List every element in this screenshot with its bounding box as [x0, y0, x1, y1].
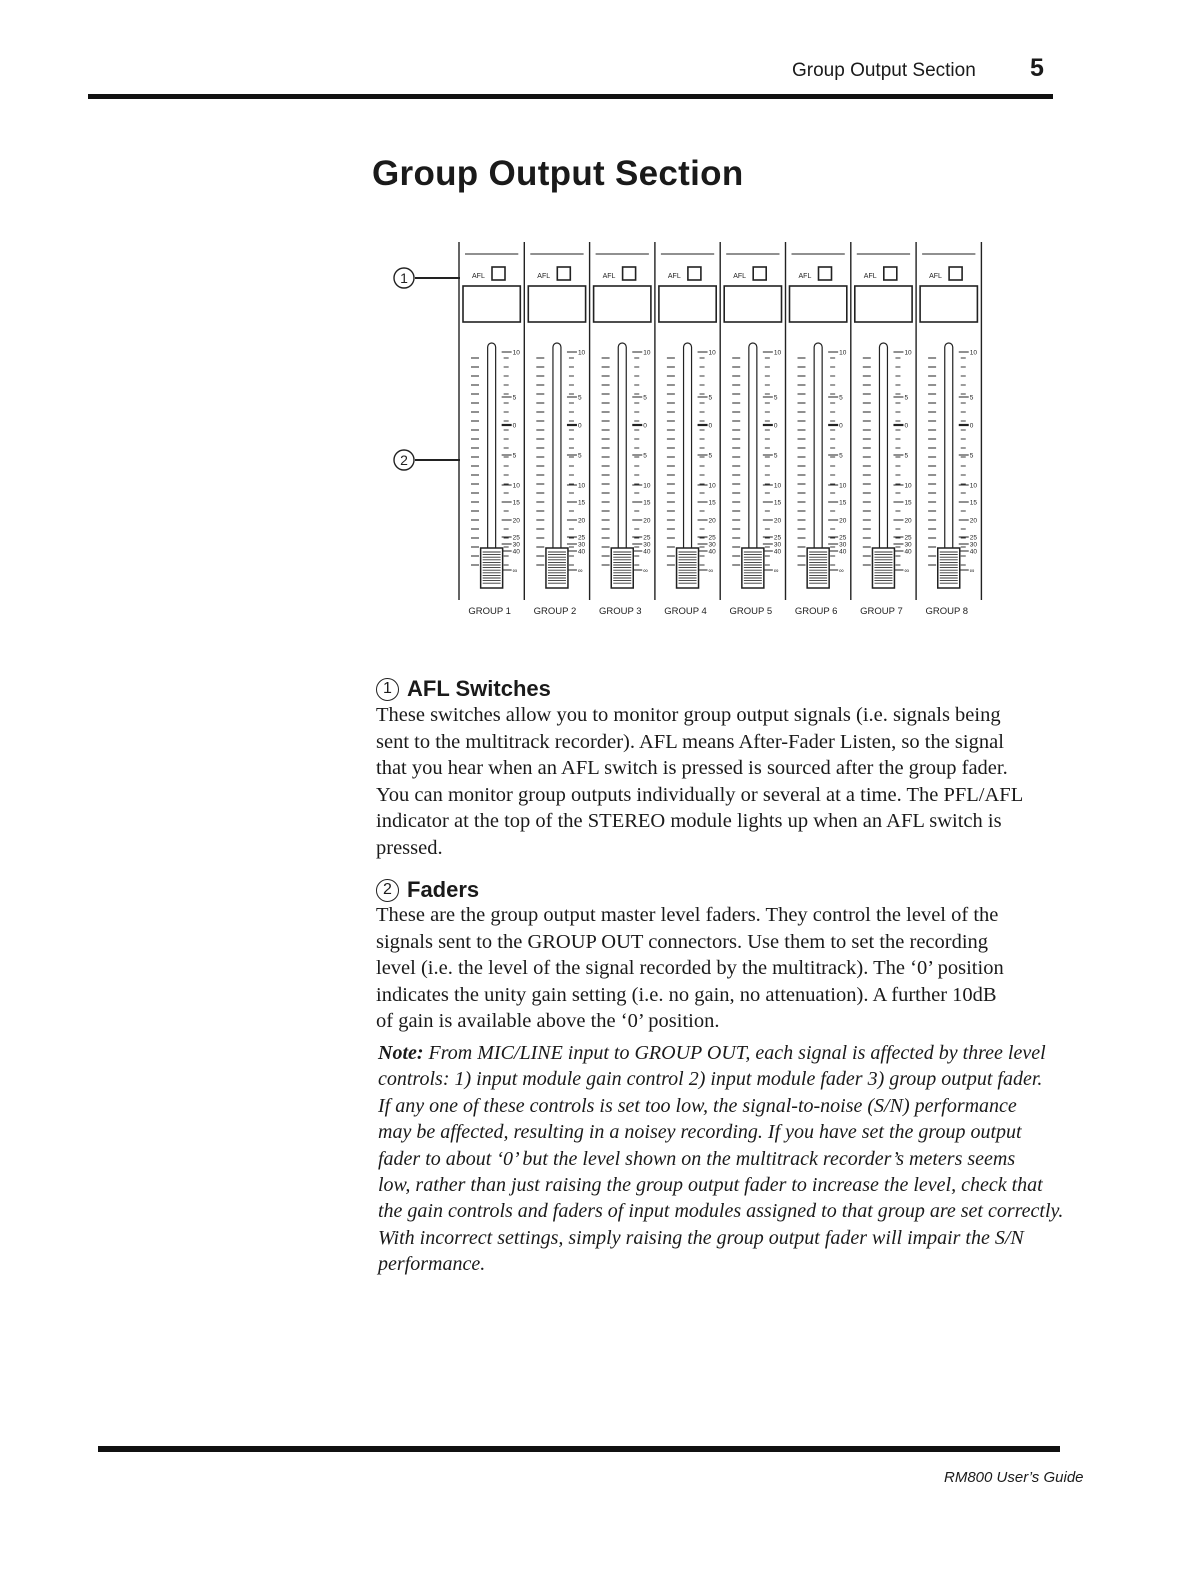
- scale-label: 25: [708, 534, 716, 542]
- scale-label: 20: [708, 517, 716, 525]
- scale-label: 25: [773, 534, 782, 542]
- scale-label: 10: [773, 349, 782, 357]
- scale-label: 5: [577, 394, 582, 402]
- scale-label: 5: [643, 452, 647, 460]
- fader-slot: [488, 343, 496, 575]
- scale-label: 10: [643, 349, 651, 357]
- scale-label: 10: [969, 349, 977, 357]
- scale-label: 15: [773, 499, 782, 507]
- group-label: GROUP 8: [925, 606, 969, 617]
- scale-label: 15: [839, 499, 847, 507]
- scale-label: 0: [839, 422, 843, 430]
- channel-label-strip: [855, 286, 912, 322]
- channel-label-strip: [659, 286, 716, 322]
- scale-label: 0: [904, 422, 909, 430]
- scale-label: 10: [839, 482, 847, 490]
- scale-label: 10: [708, 349, 716, 357]
- scale-label: 15: [904, 499, 912, 507]
- channel-label-strip: [528, 286, 585, 322]
- fader-slot: [814, 343, 822, 575]
- note-line: If any one of these controls is set too low, the signal-to-noise (S/N) performance: [378, 1094, 1017, 1117]
- text-line: pressed.: [376, 836, 443, 859]
- scale-label: 40: [904, 548, 912, 556]
- scale-label: 10: [969, 482, 977, 490]
- scale-label: 20: [969, 517, 977, 525]
- scale-label: 10: [839, 349, 847, 357]
- scale-label: 0: [708, 422, 713, 430]
- scale-label: ∞: [773, 567, 779, 575]
- callout-2-icon: 2: [376, 879, 399, 902]
- scale-label: 15: [708, 499, 716, 507]
- scale-label: 0: [643, 422, 647, 430]
- scale-label: 5: [577, 452, 582, 460]
- note-line: performance.: [378, 1253, 486, 1276]
- afl-label: AFL: [798, 273, 812, 280]
- scale-label: 5: [969, 452, 974, 460]
- channel-label-strip: [790, 286, 847, 322]
- scale-label: 40: [773, 548, 782, 556]
- scale-label: 5: [512, 394, 517, 402]
- scale-label: 25: [643, 534, 651, 542]
- scale-label: 25: [969, 534, 977, 542]
- fader-slot: [879, 343, 887, 575]
- fader-slot: [553, 343, 561, 575]
- scale-label: 40: [969, 548, 977, 556]
- scale-label: 5: [708, 452, 713, 460]
- note-line: low, rather than just raising the group output fader to increase the level, check that: [378, 1174, 1043, 1197]
- callout-2-number: 2: [400, 452, 408, 468]
- note-line: fader to about ‘0’ but the level shown on the multitrack recorder’s meters seems: [378, 1147, 1016, 1170]
- footer-rule: [98, 1446, 1060, 1452]
- afl-label: AFL: [602, 273, 616, 280]
- scale-label: 10: [773, 482, 782, 490]
- group-fader-diagram: [388, 235, 998, 625]
- note-line: the gain controls and faders of input modules assigned to that group are set correctly.: [378, 1200, 1064, 1223]
- scale-label: 10: [904, 482, 912, 490]
- scale-label: 30: [969, 541, 977, 549]
- text-line: These switches allow you to monitor group output signals (i.e. signals being: [376, 704, 1001, 726]
- scale-label: ∞: [969, 567, 975, 575]
- note-first-line: [378, 1040, 1078, 1066]
- scale-label: 30: [839, 541, 847, 549]
- faders-heading: [376, 877, 479, 903]
- note-label: Note:: [378, 1042, 424, 1064]
- callout-1-number: 1: [400, 270, 408, 286]
- channel-label-strip: [920, 286, 977, 322]
- channel-label-strip: [724, 286, 781, 322]
- scale-label: 20: [512, 517, 520, 525]
- scale-label: 0: [512, 422, 517, 430]
- fader-slot: [945, 343, 953, 575]
- text-line: that you hear when an AFL switch is pressed is sourced after the group fader.: [376, 757, 1008, 779]
- text-line: You can monitor group outputs individually or several at a time. The PFL/AFL: [376, 783, 1024, 806]
- scale-label: 0: [577, 422, 582, 430]
- scale-label: ∞: [577, 567, 583, 575]
- channel-label-strip: [463, 286, 520, 322]
- scale-label: 15: [512, 499, 520, 507]
- scale-label: 5: [839, 394, 843, 402]
- scale-label: ∞: [708, 567, 714, 575]
- scale-label: 20: [904, 517, 912, 525]
- group-label: GROUP 2: [533, 606, 577, 617]
- scale-label: 5: [969, 394, 974, 402]
- group-label: GROUP 7: [860, 606, 903, 617]
- scale-label: 30: [577, 541, 586, 549]
- scale-label: 10: [512, 482, 520, 490]
- group-label: GROUP 3: [598, 606, 642, 617]
- scale-label: 5: [708, 394, 713, 402]
- scale-label: 15: [643, 499, 651, 507]
- text-line: sent to the multitrack recorder). AFL means After-Fader Listen, so the signal: [376, 730, 1004, 753]
- scale-label: 5: [904, 394, 909, 402]
- afl-switch: [492, 267, 505, 280]
- section-title: Group Output Section: [372, 154, 744, 193]
- scale-label: 15: [969, 499, 977, 507]
- text-line: indicator at the top of the STEREO module lights up when an AFL switch is: [376, 810, 1002, 832]
- scale-label: 30: [773, 541, 782, 549]
- scale-label: ∞: [839, 567, 844, 575]
- group-label: GROUP 1: [468, 606, 511, 617]
- scale-label: 25: [512, 534, 520, 542]
- group-label: GROUP 6: [794, 606, 838, 617]
- scale-label: 5: [773, 394, 778, 402]
- afl-label: AFL: [667, 273, 681, 280]
- running-header-title: Group Output Section: [792, 60, 976, 81]
- afl-label: AFL: [537, 273, 551, 280]
- scale-label: 40: [512, 548, 520, 556]
- scale-label: 30: [904, 541, 912, 549]
- fader-slot: [749, 343, 757, 575]
- afl-switch: [623, 267, 636, 280]
- afl-switches-body: [376, 702, 1076, 861]
- group-label: GROUP 5: [729, 606, 773, 617]
- scale-label: 20: [643, 517, 651, 525]
- fader-slot: [618, 343, 626, 575]
- scale-label: 30: [708, 541, 716, 549]
- scale-label: 10: [643, 482, 651, 490]
- header-rule: [88, 94, 1053, 99]
- note-line: may be affected, resulting in a noisey recording. If you have set the group output: [378, 1121, 1022, 1144]
- afl-switch: [557, 267, 570, 280]
- note-line: With incorrect settings, simply raising the group output fader will impair the S/N: [378, 1226, 1024, 1249]
- scale-label: 10: [708, 482, 716, 490]
- scale-label: 10: [577, 349, 586, 357]
- group-label: GROUP 4: [664, 606, 707, 617]
- scale-label: ∞: [643, 567, 648, 575]
- text-line: indicates the unity gain setting (i.e. no gain, no attenuation). A further 10dB: [376, 983, 997, 1006]
- scale-label: 20: [773, 517, 782, 525]
- scale-label: 40: [643, 548, 651, 556]
- scale-label: 20: [577, 517, 586, 525]
- note-block: [378, 1040, 1078, 1278]
- afl-label: AFL: [733, 273, 747, 280]
- afl-label: AFL: [472, 273, 485, 280]
- scale-label: 30: [512, 541, 520, 549]
- scale-label: 10: [904, 349, 912, 357]
- text-line: level (i.e. the level of the signal recorded by the multitrack). The ‘0’ position: [376, 957, 1004, 979]
- scale-label: 5: [643, 394, 647, 402]
- note-line: controls: 1) input module gain control 2) input module fader 3) group output fader.: [378, 1068, 1043, 1091]
- scale-label: 5: [512, 452, 517, 460]
- scale-label: 5: [904, 452, 909, 460]
- page-number: 5: [1030, 54, 1044, 82]
- scale-label: 20: [839, 517, 847, 525]
- text-line: of gain is available above the ‘0’ position.: [376, 1010, 720, 1032]
- text-line: signals sent to the GROUP OUT connectors. Use them to set the recording: [376, 930, 989, 953]
- afl-switch: [753, 267, 766, 280]
- scale-label: 10: [577, 482, 586, 490]
- scale-label: 40: [708, 548, 716, 556]
- scale-label: 25: [577, 534, 586, 542]
- scale-label: 0: [773, 422, 778, 430]
- afl-label: AFL: [863, 273, 877, 280]
- footer-guide-title: RM800 User’s Guide: [944, 1469, 1084, 1486]
- faders-body: [376, 902, 1076, 1035]
- scale-label: ∞: [904, 567, 910, 575]
- afl-switch: [949, 267, 962, 280]
- scale-label: 10: [512, 349, 520, 357]
- faders-title: Faders: [407, 877, 480, 902]
- callout-1-icon: 1: [376, 678, 399, 701]
- scale-label: 15: [577, 499, 586, 507]
- scale-label: 30: [643, 541, 651, 549]
- fader-slot: [684, 343, 692, 575]
- scale-label: 5: [773, 452, 778, 460]
- afl-switches-heading: [376, 676, 551, 702]
- scale-label: 40: [577, 548, 586, 556]
- afl-switches-title: AFL Switches: [407, 676, 551, 701]
- scale-label: ∞: [512, 567, 518, 575]
- scale-label: 0: [969, 422, 974, 430]
- note-text: From MIC/LINE input to GROUP OUT, each signal is affected by three level: [428, 1042, 1046, 1064]
- afl-switch: [688, 267, 701, 280]
- scale-label: 5: [839, 452, 843, 460]
- afl-label: AFL: [929, 273, 942, 280]
- text-line: These are the group output master level faders. They control the level of the: [376, 904, 999, 926]
- channel-label-strip: [594, 286, 651, 322]
- scale-label: 25: [839, 534, 847, 542]
- scale-label: 40: [839, 548, 847, 556]
- scale-label: 25: [904, 534, 912, 542]
- afl-switch: [819, 267, 832, 280]
- afl-switch: [884, 267, 897, 280]
